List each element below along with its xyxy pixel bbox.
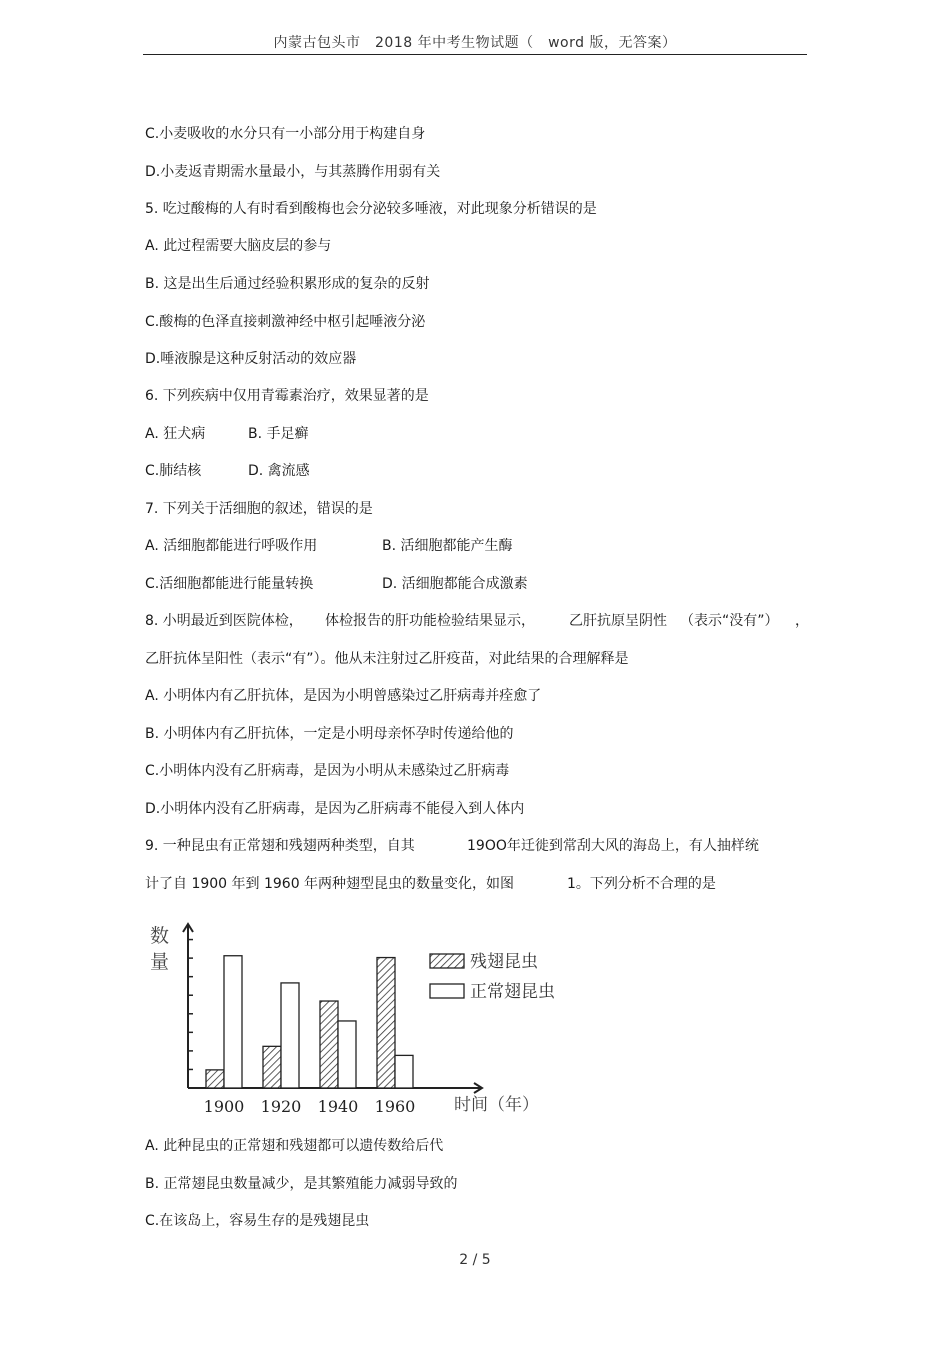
text-line: A. 小明体内有乙肝抗体，是因为小明曾感染过乙肝病毒并痊愈了 xyxy=(145,688,542,704)
text-segment: 9. 一种昆虫有正常翅和残翅两种类型，自其 xyxy=(145,838,415,854)
y-axis-label: 量 xyxy=(150,951,170,973)
text-line: B. 小明体内有乙肝抗体，一定是小明母亲怀孕时传递给他的 xyxy=(145,726,514,742)
bar-normal-wing-1920 xyxy=(281,983,299,1088)
page-number: 2 / 5 xyxy=(459,1252,491,1268)
legend-label: 正常翅昆虫 xyxy=(470,982,555,1002)
bar-vestigial-wing-1960 xyxy=(377,958,395,1088)
text-segment: 8. 小明最近到医院体检， xyxy=(145,613,303,629)
x-axis-label: 时间（年） xyxy=(454,1095,539,1115)
bar-vestigial-wing-1920 xyxy=(263,1046,281,1088)
option: C.肺结核 xyxy=(145,463,202,479)
legend-swatch xyxy=(430,954,464,968)
option: A. 狂犬病 xyxy=(145,426,206,442)
bar-vestigial-wing-1940 xyxy=(320,1001,338,1088)
text-line: C.酸梅的色泽直接刺激神经中枢引起唾液分泌 xyxy=(145,314,426,330)
option: B. 手足癣 xyxy=(248,426,309,442)
bar-vestigial-wing-1900 xyxy=(206,1070,224,1088)
question-5: 5. 吃过酸梅的人有时看到酸梅也会分泌较多唾液，对此现象分析错误的是 xyxy=(145,201,597,217)
option: D. 活细胞都能合成激素 xyxy=(382,576,528,592)
option: A. 活细胞都能进行呼吸作用 xyxy=(145,538,318,554)
option: D. 禽流感 xyxy=(248,463,310,479)
question-6: 6. 下列疾病中仅用青霉素治疗，效果显著的是 xyxy=(145,388,429,404)
header-rule xyxy=(143,54,807,55)
question-7: 7. 下列关于活细胞的叙述，错误的是 xyxy=(145,501,373,517)
chart-x-ticks xyxy=(204,1097,416,1116)
y-axis-label: 数 xyxy=(150,925,170,947)
text-line: D.唾液腺是这种反射活动的效应器 xyxy=(145,351,357,367)
bar-normal-wing-1940 xyxy=(338,1021,356,1088)
chart-legend xyxy=(430,952,555,1002)
text-line: C.小明体内没有乙肝病毒，是因为小明从未感染过乙肝病毒 xyxy=(145,763,510,779)
text-segment: 体检报告的肝功能检验结果显示， xyxy=(325,613,535,629)
text-segment: （表示“没有”） xyxy=(680,613,779,629)
text-segment: ， xyxy=(795,613,809,629)
text-line: A. 此过程需要大脑皮层的参与 xyxy=(145,238,332,254)
x-tick-label: 1900 xyxy=(203,1097,245,1116)
text-line: D.小明体内没有乙肝病毒，是因为乙肝病毒不能侵入到人体内 xyxy=(145,801,525,817)
legend-swatch xyxy=(430,984,464,998)
text-segment: 1。下列分析不合理的是 xyxy=(567,876,716,892)
bar-normal-wing-1960 xyxy=(395,1055,413,1088)
x-tick-label: 1940 xyxy=(317,1097,359,1116)
text-line: B. 这是出生后通过经验积累形成的复杂的反射 xyxy=(145,276,430,292)
option: C.活细胞都能进行能量转换 xyxy=(145,576,314,592)
header-title: 内蒙古包头市 2018 年中考生物试题（ word 版，无答案） xyxy=(273,35,677,51)
text-line: A. 此种昆虫的正常翅和残翅都可以遗传数给后代 xyxy=(145,1138,444,1154)
text-line: C.小麦吸收的水分只有一小部分用于构建自身 xyxy=(145,126,426,142)
text-segment: 计了自 1900 年到 1960 年两种翅型昆虫的数量变化，如图 xyxy=(145,876,515,892)
x-tick-label: 1960 xyxy=(374,1097,416,1116)
text-line: C.在该岛上，容易生存的是残翅昆虫 xyxy=(145,1213,370,1229)
figure-1-bar-chart xyxy=(142,912,602,1122)
legend-label: 残翅昆虫 xyxy=(470,952,538,972)
text-line: 乙肝抗体呈阳性（表示“有”）。他从未注射过乙肝疫苗，对此结果的合理解释是 xyxy=(145,651,629,667)
chart-bars xyxy=(206,956,413,1088)
text-line: B. 正常翅昆虫数量减少，是其繁殖能力减弱导致的 xyxy=(145,1176,458,1192)
option: B. 活细胞都能产生酶 xyxy=(382,538,513,554)
x-tick-label: 1920 xyxy=(260,1097,302,1116)
text-segment: 19OO年迁徙到常刮大风的海岛上，有人抽样统 xyxy=(467,838,759,854)
text-segment: 乙肝抗原呈阴性 xyxy=(569,613,667,629)
bar-normal-wing-1900 xyxy=(224,956,242,1088)
text-line: D.小麦返青期需水量最小，与其蒸腾作用弱有关 xyxy=(145,164,441,180)
